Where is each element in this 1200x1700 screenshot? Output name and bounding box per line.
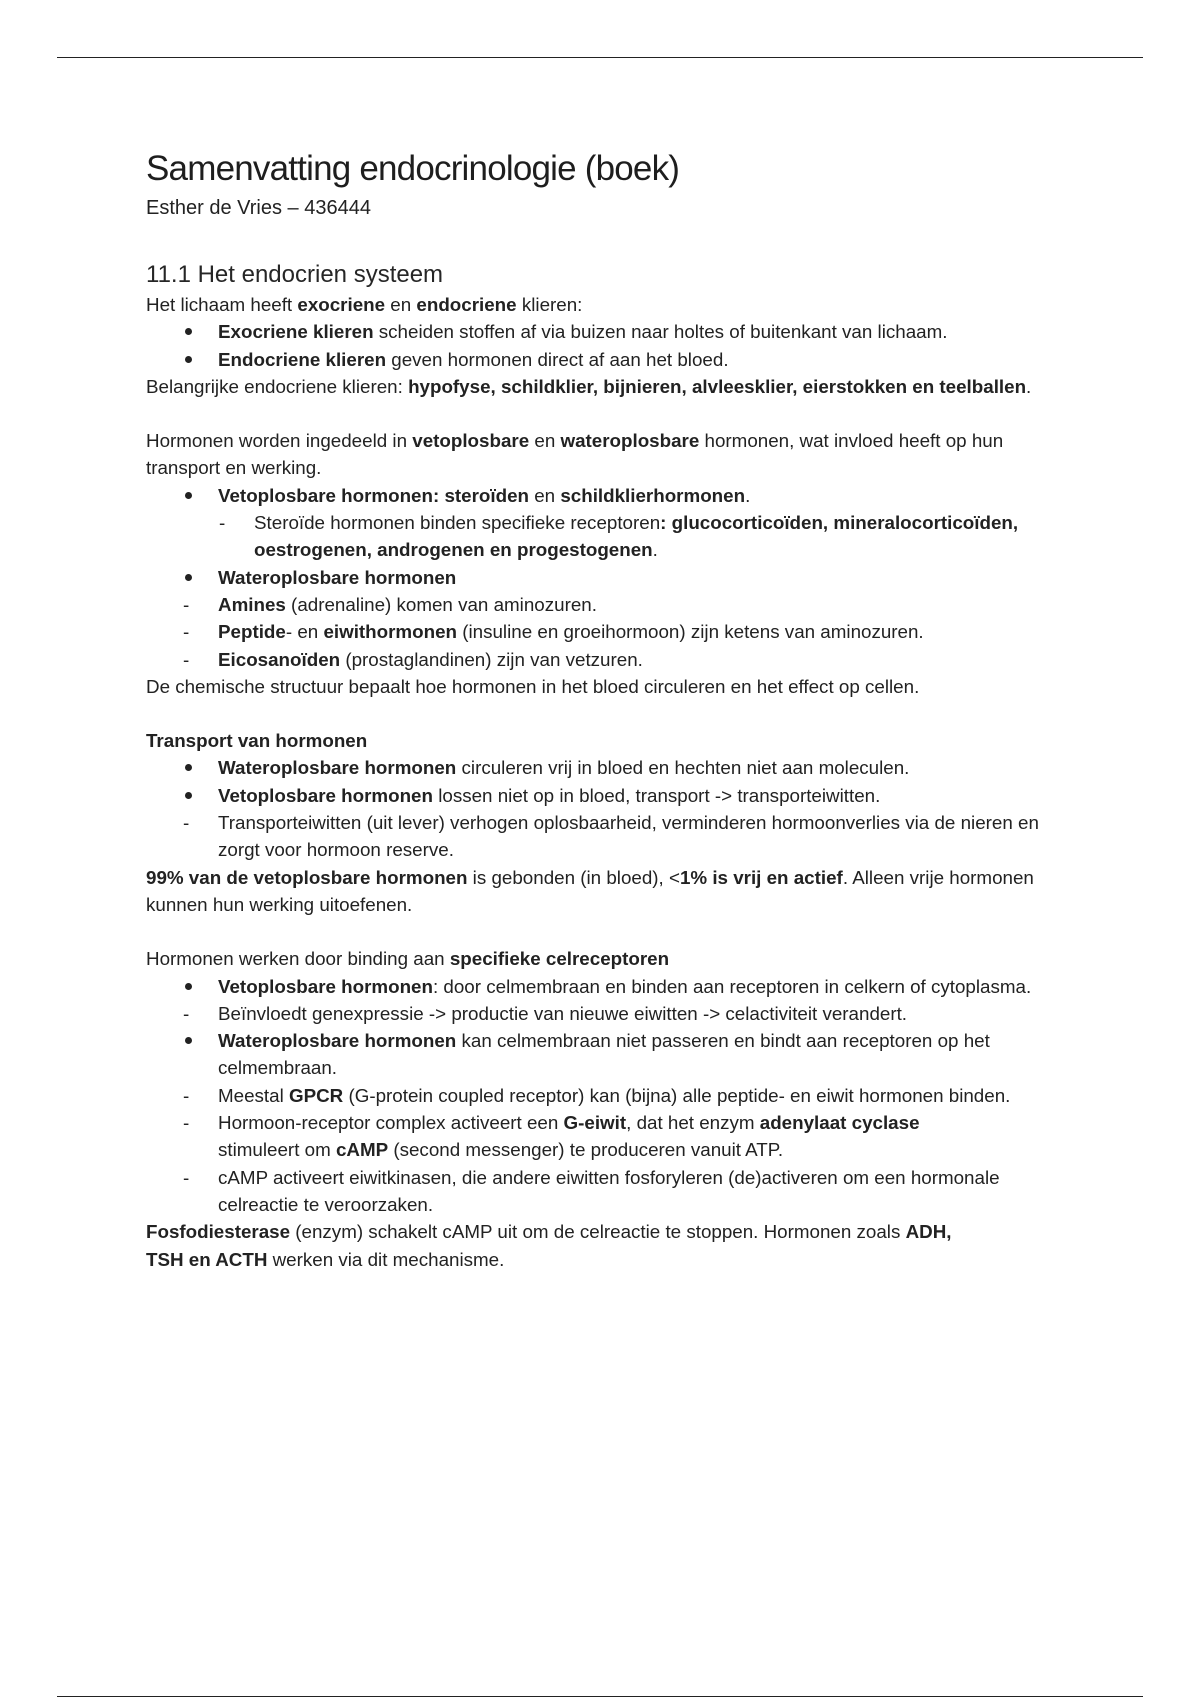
list-item: - Transporteiwitten (uit lever) verhogen oplosbaarheid, verminderen hormoonverlies via de nieren en zorgt voor hormoon reserve. (146, 809, 1076, 864)
list-item: - Beïnvloedt genexpressie -> productie van nieuwe eiwitten -> celactiviteit verandert. (146, 1000, 1076, 1027)
list-item: Exocriene klieren scheiden stoffen af via buizen naar holtes of buitenkant van lichaam. (146, 318, 1076, 345)
list-item: Vetoplosbare hormonen: door celmembraan en binden aan receptoren in celkern of cytoplasma. (146, 973, 1076, 1000)
receptors-paragraph: Hormonen werken door binding aan specifieke celreceptoren (146, 948, 670, 970)
intro-paragraph: Het lichaam heeft exocriene en endocriene klieren: (146, 294, 583, 315)
list-item: Vetoplosbare hormonen: steroïden en schildklierhormonen. (146, 482, 1076, 509)
list-item: Endocriene klieren geven hormonen direct af aan het bloed. (146, 346, 1076, 373)
list-item: - Meestal GPCR (G-protein coupled receptor) kan (bijna) alle peptide- en eiwit hormonen binden. (146, 1082, 1076, 1109)
section-heading: 11.1 Het endocrien systeem (146, 261, 444, 288)
list-item: Vetoplosbare hormonen lossen niet op in bloed, transport -> transporteiwitten. (146, 782, 1076, 809)
author-line: Esther de Vries – 436444 (146, 197, 371, 219)
top-rule (57, 57, 1143, 58)
bottom-rule (57, 1696, 1143, 1697)
document-title: Samenvatting endocrinologie (boek) (146, 149, 680, 188)
list-item: Wateroplosbare hormonen kan celmembraan niet passeren en bindt aan receptoren op het celmembraan. (146, 1027, 1076, 1082)
important-glands-paragraph: Belangrijke endocriene klieren: hypofyse, schildklier, bijnieren, alvleesklier, eierstokken en teelballen. (146, 375, 1032, 397)
list-item: Wateroplosbare hormonen circuleren vrij in bloed en hechten niet aan moleculen. (146, 754, 1076, 781)
transport-list (146, 754, 1076, 863)
receptors-list (146, 973, 1076, 1219)
document-body (146, 146, 1076, 1273)
chem-structure-paragraph: De chemische structuur bepaalt hoe hormonen in het bloed circuleren en het effect op cellen. (146, 675, 920, 697)
classification-paragraph: Hormonen worden ingedeeld in vetoplosbare en wateroplosbare hormonen, wat invloed heeft op hun transport en werking. (146, 430, 1004, 479)
list-item: - Peptide- en eiwithormonen (insuline en groeihormoon) zijn ketens van aminozuren. (146, 618, 1076, 645)
hormone-types-list (146, 482, 1076, 673)
list-item: - Eicosanoïden (prostaglandinen) zijn van vetzuren. (146, 646, 1076, 673)
glands-list (146, 318, 1076, 373)
list-item: Wateroplosbare hormonen (146, 564, 1076, 591)
list-item: - cAMP activeert eiwitkinasen, die andere eiwitten fosforyleren (de)activeren om een hormonale celreactie te veroorzaken. (146, 1164, 1076, 1219)
list-item: - Hormoon-receptor complex activeert een G-eiwit, dat het enzym adenylaat cyclase stimuleert om cAMP (second messenger) te produceren vanuit ATP. (146, 1109, 1076, 1164)
percent-paragraph: 99% van de vetoplosbare hormonen is gebonden (in bloed), <1% is vrij en actief. Alleen vrije hormonen kunnen hun werking uitoefenen. (146, 866, 1034, 915)
pde-paragraph: Fosfodiesterase (enzym) schakelt cAMP uit om de celreactie te stoppen. Hormonen zoals ADH, TSH en ACTH werken via dit mechanisme. (146, 1221, 952, 1270)
transport-heading: Transport van hormonen (146, 730, 368, 752)
list-item: - Amines (adrenaline) komen van aminozuren. (146, 591, 1076, 618)
list-item: - Steroïde hormonen binden specifieke receptoren: glucocorticoïden, mineralocorticoïden, oestrogenen, androgenen en progestogenen. (146, 509, 1076, 564)
